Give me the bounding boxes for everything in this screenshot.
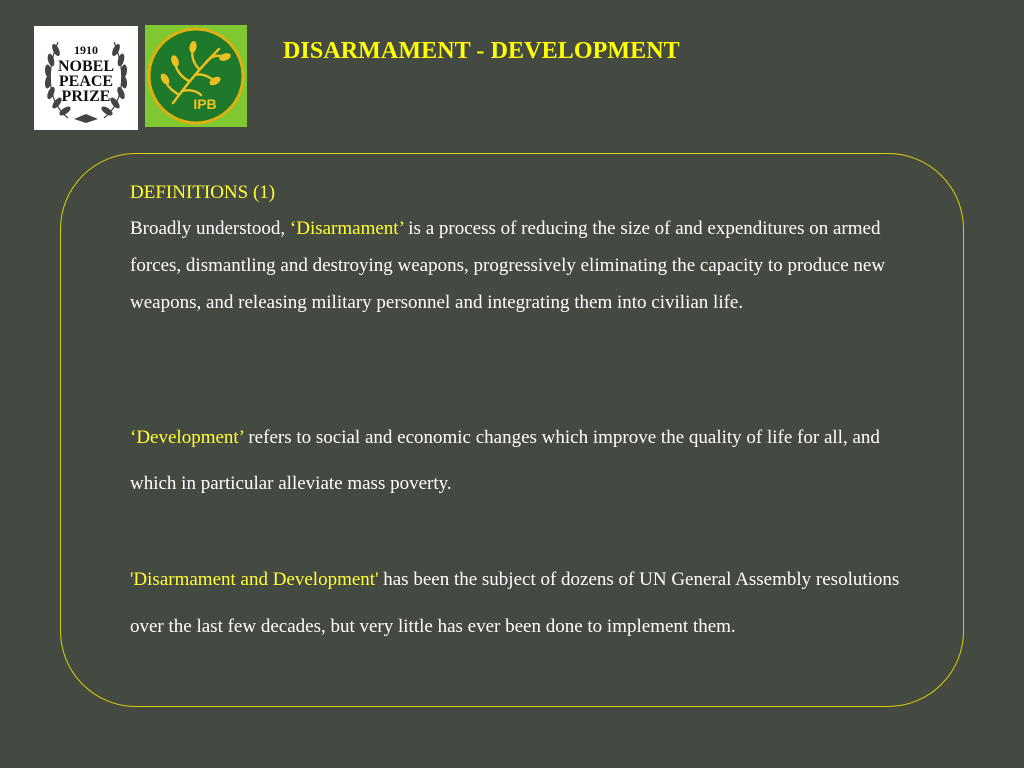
nobel-peace-prize-logo bbox=[34, 26, 138, 130]
ipb-logo bbox=[145, 25, 247, 127]
nobel-line-2-text: PEACE bbox=[58, 73, 114, 90]
ipb-logo-text: IPB bbox=[193, 96, 217, 112]
definitions-heading: DEFINITIONS (1) bbox=[130, 182, 276, 203]
disarmament-definition-paragraph bbox=[130, 210, 910, 321]
laurel-wreath-icon bbox=[34, 26, 138, 130]
disarmament-and-development-term: 'Disarmament and Development' bbox=[130, 569, 379, 590]
nobel-line-3-text: PRIZE bbox=[61, 88, 111, 105]
nobel-line-1-text: NOBEL bbox=[57, 58, 115, 75]
nobel-year-text: 1910 bbox=[74, 43, 98, 57]
disarmament-and-development-text: has been the subject of dozens of UN General Assembly resolutions over the last few decades, but very little has ever been done to implement them. bbox=[130, 569, 900, 637]
disarmament-definition-text: is a process of reducing the size of and expenditures on armed forces, dismantling and destroying weapons, progressively eliminating the capacity to produce new weapons, and releasing military personnel and integrating them into civilian life. bbox=[130, 218, 886, 313]
olive-branch-icon bbox=[145, 25, 247, 127]
development-term: ‘Development’ bbox=[130, 427, 244, 448]
disarmament-lead-text: Broadly understood, bbox=[130, 218, 290, 239]
disarmament-and-development-paragraph bbox=[130, 556, 910, 650]
development-definition-text: refers to social and economic changes which improve the quality of life for all, and which in particular alleviate mass poverty. bbox=[130, 427, 880, 494]
slide-title: DISARMAMENT - DEVELOPMENT bbox=[283, 38, 680, 64]
disarmament-term: ‘Disarmament’ bbox=[289, 218, 404, 239]
development-definition-paragraph bbox=[130, 415, 910, 507]
